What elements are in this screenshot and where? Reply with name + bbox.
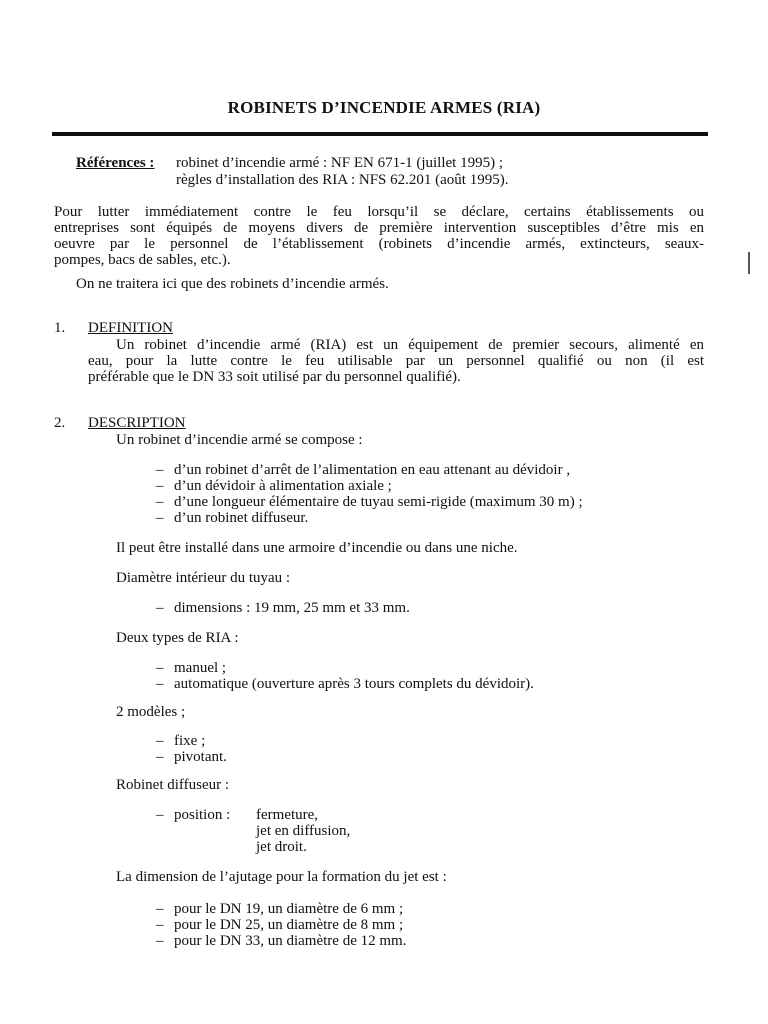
reference-line-1: robinet d’incendie armé : NF EN 671-1 (juillet 1995) ; (176, 155, 504, 171)
nozzle-item: – pour le DN 19, un diamètre de 6 mm ; (156, 901, 404, 917)
section-2-number: 2. (54, 415, 66, 431)
definition-line: eau, pour la lutte contre le feu utilisable par un personnel qualifié ou non (il est (88, 353, 704, 369)
models-label: 2 modèles ; (116, 704, 186, 720)
nozzle-label: La dimension de l’ajutage pour la formation du jet est : (116, 869, 447, 885)
section-1-number: 1. (54, 320, 66, 336)
nozzle-item: – pour le DN 25, un diamètre de 8 mm ; (156, 917, 404, 933)
position-value: jet droit. (256, 839, 307, 855)
component-item: – d’un robinet diffuseur. (156, 510, 309, 526)
component-item: – d’un robinet d’arrêt de l’alimentation en eau attenant au dévidoir , (156, 462, 571, 478)
document-title: ROBINETS D’INCENDIE ARMES (RIA) (227, 98, 541, 117)
model-item: – fixe ; (156, 733, 206, 749)
types-label: Deux types de RIA : (116, 630, 239, 646)
definition-line: préférable que le DN 33 soit utilisé par du personnel qualifié). (88, 369, 461, 385)
section-1-heading: DEFINITION (88, 320, 173, 336)
intro-line: oeuvre par le personnel de l’établissement (robinets d’incendie armés, extincteurs, seaux- (54, 236, 704, 252)
type-item: – manuel ; (156, 660, 227, 676)
compose-intro: Un robinet d’incendie armé se compose : (116, 432, 363, 448)
intro-note: On ne traitera ici que des robinets d’incendie armés. (76, 276, 389, 292)
model-item: – pivotant. (156, 749, 227, 765)
position-item: – position : (156, 807, 231, 823)
definition-line: Un robinet d’incendie armé (RIA) est un équipement de premier secours, alimenté en (116, 337, 704, 353)
diameter-item: – dimensions : 19 mm, 25 mm et 33 mm. (156, 600, 410, 616)
position-value: jet en diffusion, (256, 823, 351, 839)
nozzle-item: – pour le DN 33, un diamètre de 12 mm. (156, 933, 407, 949)
definition-paragraph (88, 337, 704, 385)
diameter-label: Diamètre intérieur du tuyau : (116, 570, 291, 586)
type-item: – automatique (ouverture après 3 tours complets du dévidoir). (156, 676, 534, 692)
margin-mark (748, 252, 750, 274)
component-item: – d’une longueur élémentaire de tuyau semi-rigide (maximum 30 m) ; (156, 494, 583, 510)
position-value: fermeture, (256, 807, 319, 823)
title-rule (52, 132, 708, 136)
reference-line-2: règles d’installation des RIA : NFS 62.201 (août 1995). (176, 172, 509, 188)
references-label: Références : (76, 155, 155, 171)
component-item: – d’un dévidoir à alimentation axiale ; (156, 478, 392, 494)
diffuser-label: Robinet diffuseur : (116, 777, 230, 793)
intro-line: pompes, bacs de sables, etc.). (54, 252, 231, 268)
section-2-heading: DESCRIPTION (88, 415, 186, 431)
intro-line: entreprises sont équipés de moyens divers de première intervention susceptibles d’être mis en (54, 220, 704, 236)
intro-line: Pour lutter immédiatement contre le feu lorsqu’il se déclare, certains établissements ou (54, 204, 704, 220)
intro-paragraph (54, 204, 704, 268)
install-text: Il peut être installé dans une armoire d’incendie ou dans une niche. (116, 540, 518, 556)
